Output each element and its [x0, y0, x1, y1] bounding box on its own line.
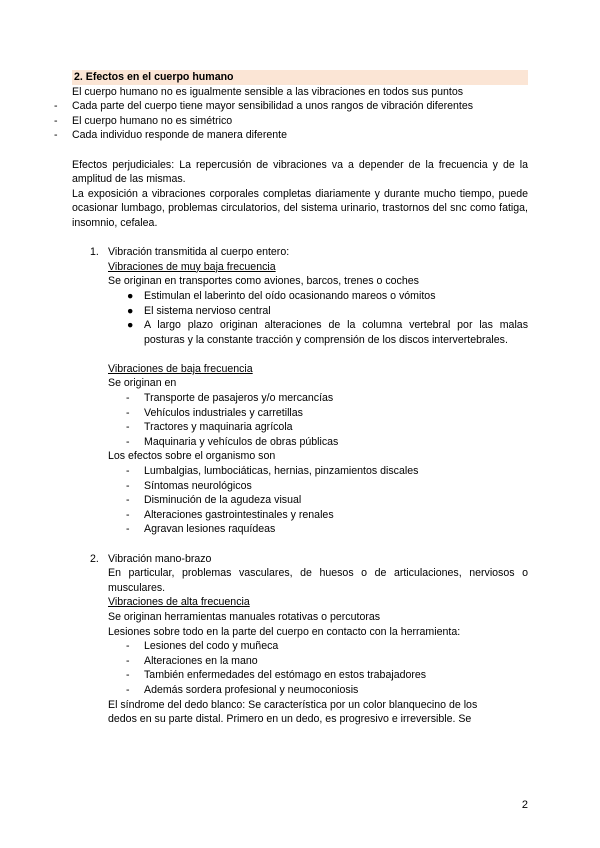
document-page — [54, 70, 528, 727]
white-finger-line-1: El síndrome del dedo blanco: Se característica por un color blanquecino de los — [108, 698, 478, 711]
very-low-origin: Se originan en transportes como aviones, barcos, trenes o coches — [108, 275, 419, 288]
item-number: 2. — [90, 552, 99, 565]
list-item: - Cada individuo responde de manera diferente — [54, 129, 287, 142]
list-item: - Síntomas neurológicos — [126, 479, 252, 492]
low-effects — [108, 464, 528, 537]
item-hand-arm — [72, 552, 528, 727]
list-item: ● A largo plazo originan alteraciones de la columna vertebral por las malas posturas y la constante tracción y comprensión de los discos intervertebrales. — [127, 319, 528, 346]
very-low-bullets — [108, 289, 528, 347]
list-item: - Disminución de la agudeza visual — [126, 494, 302, 507]
list-item: - Maquinaria y vehículos de obras públicas — [126, 435, 339, 448]
exposure-paragraph: La exposición a vibraciones corporales completas diariamente y durante mucho tiempo, puede ocasionar lumbago, problemas circulatorios, del sistema urinario, trastornos del snc como fatiga, insomnio, cefalea. — [72, 187, 528, 229]
high-lesions — [108, 639, 528, 697]
white-finger-line-2: dedos en su parte distal. Primero en un dedo, es progresivo e irreversible. Se — [108, 713, 472, 726]
hand-arm-intro: En particular, problemas vasculares, de huesos o de articulaciones, nerviosos o musculares. — [108, 567, 528, 594]
list-item: ● Estimulan el laberinto del oído ocasionando mareos o vómitos — [127, 289, 436, 302]
list-item: - El cuerpo humano no es simétrico — [54, 114, 233, 127]
low-sources — [108, 391, 528, 449]
high-origin: Se originan herramientas manuales rotativas o percutoras — [108, 610, 381, 623]
effects-paragraph: Efectos perjudiciales: La repercusión de vibraciones va a depender de la frecuencia y de la amplitud de las mismas. — [72, 158, 528, 186]
list-item: - También enfermedades del estómago en estos trabajadores — [126, 669, 427, 682]
item-number: 1. — [90, 246, 99, 259]
item-title: Vibración mano-brazo — [108, 552, 212, 565]
high-lesions-label: Lesiones sobre todo en la parte del cuerpo en contacto con la herramienta: — [108, 625, 461, 638]
subheading-low: Vibraciones de baja frecuencia — [108, 362, 253, 375]
list-item: - Lesiones del codo y muñeca — [126, 640, 279, 653]
low-origin: Se originan en — [108, 377, 177, 390]
list-item: - Alteraciones gastrointestinales y renales — [126, 508, 334, 521]
item-title: Vibración transmitida al cuerpo entero: — [108, 246, 290, 259]
list-item: ● El sistema nervioso central — [127, 304, 271, 317]
subheading-very-low: Vibraciones de muy baja frecuencia — [108, 260, 276, 273]
low-effects-label: Los efectos sobre el organismo son — [108, 450, 276, 463]
section-intro: El cuerpo humano no es igualmente sensible a las vibraciones en todos sus puntos — [72, 85, 464, 98]
list-item: - Alteraciones en la mano — [126, 654, 258, 667]
list-item: - Vehículos industriales y carretillas — [126, 406, 303, 419]
subheading-high: Vibraciones de alta frecuencia — [108, 596, 250, 609]
item-whole-body — [72, 245, 528, 537]
intro-list — [54, 99, 528, 143]
list-item: - Cada parte del cuerpo tiene mayor sensibilidad a unos rangos de vibración diferentes — [54, 100, 474, 113]
section-heading: 2. Efectos en el cuerpo humano — [72, 70, 528, 85]
list-item: - Agravan lesiones raquídeas — [126, 523, 276, 536]
list-item: - Además sordera profesional y neumoconiosis — [126, 683, 359, 696]
list-item: - Tractores y maquinaria agrícola — [126, 421, 293, 434]
list-item: - Lumbalgias, lumbociáticas, hernias, pinzamientos discales — [126, 465, 419, 478]
page-number: 2 — [521, 799, 528, 811]
list-item: - Transporte de pasajeros y/o mercancías — [126, 392, 334, 405]
